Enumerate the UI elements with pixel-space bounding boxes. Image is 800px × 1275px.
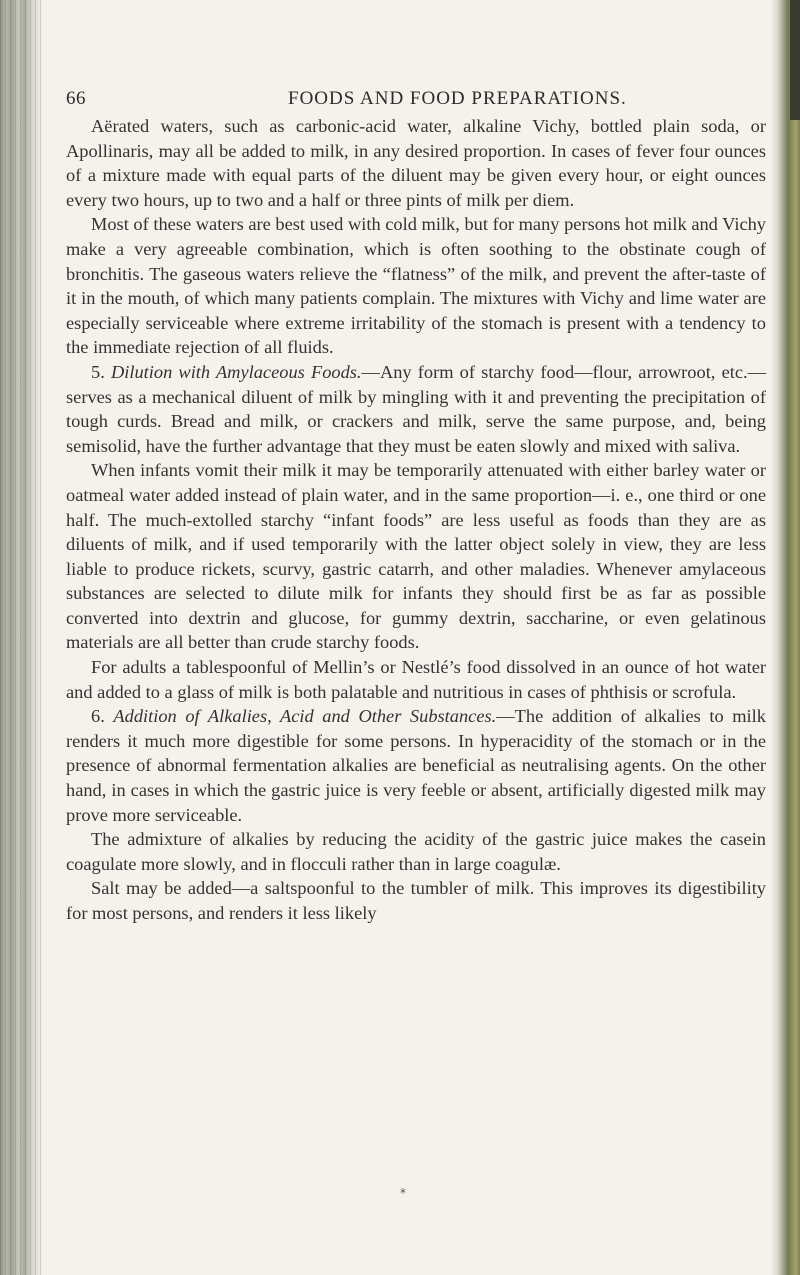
page-number: 66	[66, 88, 86, 109]
section-number: 6.	[91, 706, 105, 727]
page-edge-dark	[790, 0, 800, 120]
stray-mark: *	[400, 1186, 406, 1200]
paragraph: Aërated waters, such as carbonic-acid water, alkaline Vichy, bottled plain soda, or Apollinaris, may all be added to milk, in any desired proportion. In cases of fever four ounces of a mixture made with equal parts of the diluent may be given every hour, or eight ounces every two hours, up to two and a half or three pints of milk per diem.	[66, 116, 766, 210]
paragraph: When infants vomit their milk it may be temporarily attenuated with either barley water or oatmeal water added instead of plain water, and in the same proportion—i. e., one third or one half. The much-extolled starchy “infant foods” are less useful as foods than they are as diluents of milk, and if used temporarily with the latter object solely in view, they are less liable to produce rickets, scurvy, gastric catarrh, and other maladies. Whenever amylaceous substances are selected to dilute milk for infants they should first be as far as possible converted into dextrin and glucose, for gummy dextrin, saccharine, or even gelatinous materials are all better than crude starchy foods.	[66, 460, 766, 653]
section-heading: Dilution with Amylaceous Foods.	[110, 361, 362, 382]
paragraph: The admixture of alkalies by reducing the acidity of the gastric juice makes the casein coagulate more slowly, and in flocculi rather than in large coagulæ.	[66, 829, 766, 874]
binding-gutter	[0, 0, 44, 1275]
section-paragraph	[66, 704, 766, 827]
body-text	[66, 114, 766, 926]
page-edge-shadow	[770, 0, 800, 1275]
paragraph: Most of these waters are best used with cold milk, but for many persons hot milk and Vichy make a very agreeable combination, which is often soothing to the obstinate cough of bronchitis. The gaseous waters relieve the “flatness” of the milk, and prevent the after-taste of it in the mouth, of which many patients complain. The mixtures with Vichy and lime water are especially serviceable where extreme irritability of the stomach is present with a tendency to the immediate rejection of all fluids.	[66, 214, 766, 358]
section-heading: Addition of Alkalies, Acid and Other Substances.	[113, 706, 497, 727]
section-text: —The addition of alkalies to milk renders it much more digestible for some persons. In hyperacidity of the stomach or in the presence of abnormal fermentation alkalies are beneficial as neutralising agents. On the other hand, in cases in which the gastric juice is very feeble or absent, artificially digested milk may prove more serviceable.	[66, 706, 766, 825]
gutter-texture	[0, 0, 44, 1275]
paragraph: Salt may be added—a saltspoonful to the tumbler of milk. This improves its digestibility for most persons, and renders it less likely	[66, 878, 766, 923]
section-text: —Any form of starchy food—flour, arrowroot, etc.—serves as a mechanical diluent of milk by mingling with it and preventing the precipitation of tough curds. Bread and milk, or crackers and milk, serve the same purpose, and, being semisolid, have the further advantage that they must be eaten slowly and mixed with saliva.	[66, 361, 766, 456]
paragraph: For adults a tablespoonful of Mellin’s or Nestlé’s food dissolved in an ounce of hot water and added to a glass of milk is both palatable and nutritious in cases of phthisis or scrofula.	[66, 657, 766, 702]
running-title: FOODS AND FOOD PREPARATIONS.	[288, 88, 627, 109]
section-number: 5.	[91, 361, 105, 382]
section-paragraph	[66, 360, 766, 458]
